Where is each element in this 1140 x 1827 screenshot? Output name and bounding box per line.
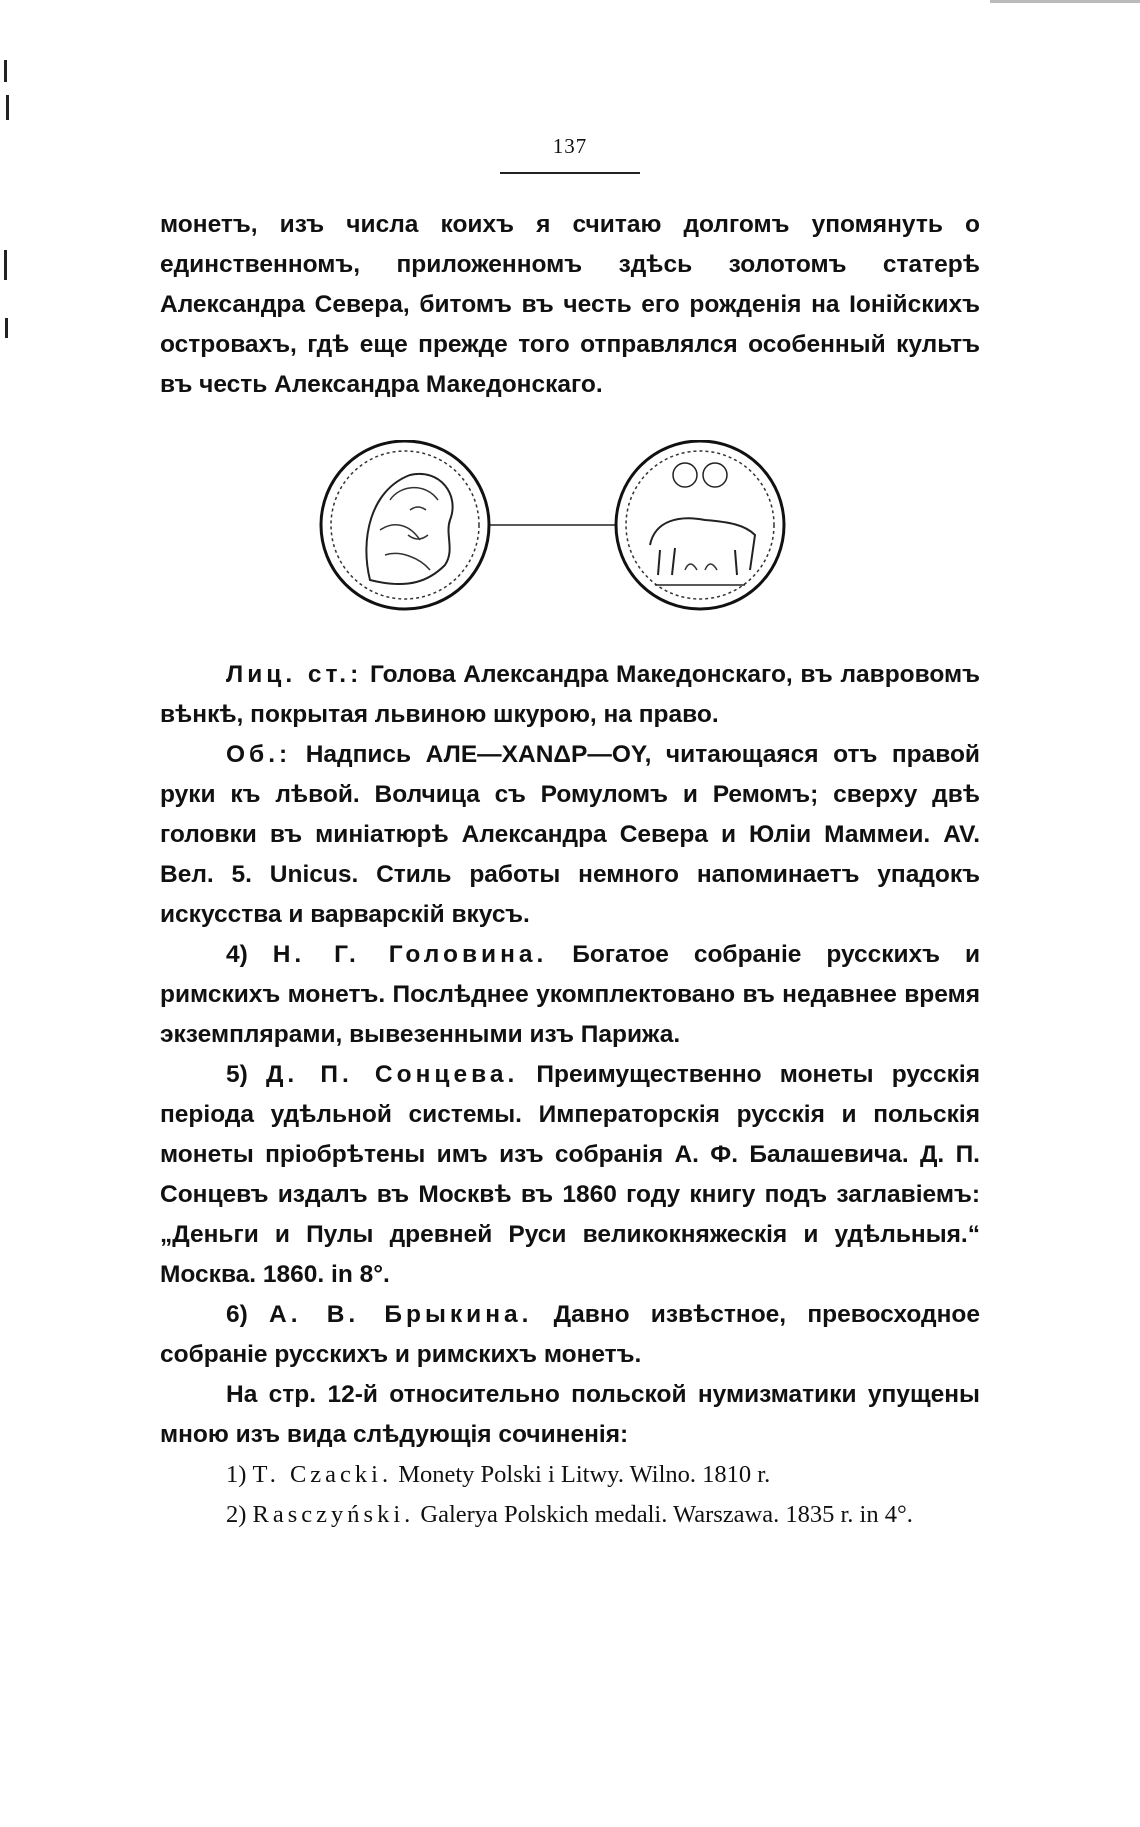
scan-edge-line [990,0,1140,3]
collection-owner: А. В. Брыкина. [269,1301,533,1328]
reverse-text: Надпись АЛЕ—ХАNΔР—ОΥ, читающаяся отъ правой руки къ лѣвой. Волчица съ Ромуломъ и Ремомъ; сверху двѣ головки въ миніатюрѣ Александра Севера и Юліи Маммеи. AV. Вел. 5. Unicus. Стиль работы немного напоминаетъ упадокъ искусства и варварскій вкусъ. [160,741,980,928]
coin-description [160,655,980,1535]
note-paragraph: На стр. 12-й относительно польской нумизматики упущены мною изъ вида слѣдующія сочиненія: [160,1381,980,1448]
collection-number: 6) [226,1301,248,1328]
opening-paragraph [160,205,980,405]
reference-number: 1) [226,1461,247,1488]
coin-illustration [310,440,830,640]
paragraph-text: монетъ, изъ числа коихъ я считаю долгомъ упомянуть о единственномъ, приложенномъ здѣсь золотомъ статерѣ Александра Севера, битомъ въ честь его рожденія на Іонійскихъ островахъ, гдѣ еще прежде того отправлялся особенный культъ въ честь Александра Македонскаго. [160,211,980,398]
margin-scan-mark [6,95,9,120]
obverse-label: Лиц. ст.: [226,661,363,688]
reference-item [160,1455,980,1495]
reference-author: T. Czacki. [252,1461,393,1488]
coin-reverse [616,441,784,609]
collection-item [160,935,980,1055]
margin-scan-mark [5,318,8,338]
collection-owner: Д. П. Сонцева. [265,1061,519,1088]
page-number-rule [500,172,640,174]
collection-number: 4) [226,941,248,968]
collection-text: Богатое собраніе русскихъ и римскихъ монетъ. Послѣднее укомплектовано въ недавнее время экземплярами, вывезенными изъ Парижа. [160,941,981,1048]
obverse-text: Голова Александра Македонскаго, въ лавровомъ вѣнкѣ, покрытая львиною шкурою, на право. [160,661,980,728]
reverse-label: Об.: [226,741,292,768]
page-number: 137 [552,134,588,158]
reference-number: 2) [226,1501,247,1528]
reverse-description [160,735,980,935]
coin-obverse [321,441,489,609]
collection-item [160,1055,980,1295]
collection-item [160,1295,980,1375]
collection-text: Преимущественно монеты русскія періода удѣльной системы. Императорскія русскія и польскія монеты пріобрѣтены имъ изъ собранія А. Ф. Балашевича. Д. П. Сонцевъ издалъ въ Москвѣ въ 1860 году книгу подъ заглавіемъ: „Деньги и Пулы древней Руси великокняжескія и удѣльныя.“ Москва. 1860. in 8°. [160,1061,981,1288]
reference-item [160,1495,980,1535]
collection-text: Давно извѣстное, превосходное собраніе русскихъ и римскихъ монетъ. [160,1301,980,1368]
reference-text: Monety Polski i Litwy. Wilno. 1810 r. [398,1461,771,1488]
margin-scan-mark [4,60,7,82]
collection-number: 5) [226,1061,248,1088]
collection-owner: Н. Г. Головина. [272,941,548,968]
reference-text: Galerya Polskich medali. Warszawa. 1835 r. in 4°. [420,1501,913,1528]
reference-author: Rasczyński. [252,1501,415,1528]
obverse-description [160,655,980,735]
margin-scan-mark [4,250,7,280]
